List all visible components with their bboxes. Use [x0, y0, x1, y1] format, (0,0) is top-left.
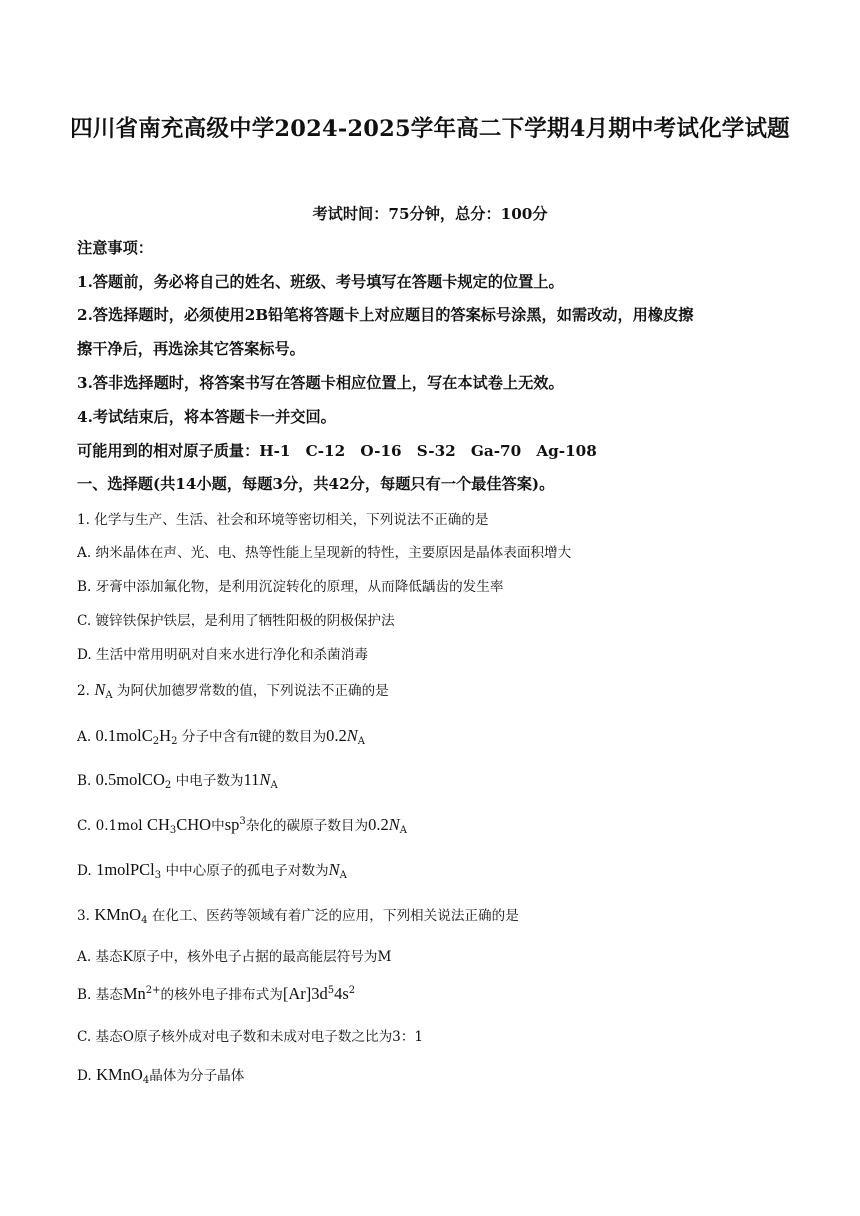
notice-item: 2.答选择题时，必须使用2B铅笔将答题卡上对应题目的答案标号涂黑，如需改动，用橡皮擦: [77, 306, 694, 324]
question-2-option-c: C. 0.1mol $CH_3CHO$中$sp^3$杂化的碳原子数目为$0.2N_A$: [77, 815, 407, 836]
question-3-option-a: A. 基态K原子中，核外电子占据的最高能层符号为M: [77, 949, 392, 965]
atomic-masses: 可能用到的相对原子质量：H-1 C-12 O-16 S-32 Ga-70 Ag-108: [77, 442, 597, 460]
question-3-option-b: B. 基态$Mn^{2+}$的核外电子排布式为$[Ar]3d^54s^2$: [77, 984, 356, 1003]
notice-item: 1.答题前，务必将自己的姓名、班级、考号填写在答题卡规定的位置上。: [77, 273, 564, 291]
question-1-stem: 1. 化学与生产、生活、社会和环境等密切相关，下列说法不正确的是: [77, 512, 489, 528]
notice-heading: 注意事项：: [77, 239, 153, 257]
section-heading: 一、选择题(共14小题，每题3分，共42分，每题只有一个最佳答案)。: [77, 475, 555, 493]
notice-item: 3.答非选择题时，将答案书写在答题卡相应位置上，写在本试卷上无效。: [77, 374, 564, 392]
question-2-option-b: B. 0.5molCO$_2$ 中电子数为$11N_A$: [77, 770, 278, 791]
page-title: 四川省南充高级中学2024-2025学年高二下学期4月期中考试化学试题: [70, 116, 790, 142]
question-3-stem: 3. KMnO$_4$ 在化工、医药等领域有着广泛的应用，下列相关说法正确的是: [77, 905, 519, 926]
question-2-option-a: A. $0.1molC_2H_2$ 分子中含有π键的数目为$0.2N_A$: [77, 726, 365, 747]
question-1-option-d: D. 生活中常用明矾对自来水进行净化和杀菌消毒: [77, 647, 368, 663]
question-2-option-d: D. 1molPCl$_3$ 中中心原子的孤电子对数为$N_A$: [77, 860, 347, 881]
question-2-stem: 2. $N_A$ 为阿伏加德罗常数的值，下列说法不正确的是: [77, 680, 389, 701]
notice-item: 4.考试结束后，将本答题卡一并交回。: [77, 408, 336, 426]
notice-item-continued: 擦干净后，再选涂其它答案标号。: [77, 340, 305, 358]
exam-info: 考试时间：75分钟，总分：100分: [312, 205, 548, 223]
question-3-option-c: C. 基态O原子核外成对电子数和未成对电子数之比为3：1: [77, 1029, 424, 1045]
question-1-option-b: B. 牙膏中添加氟化物，是利用沉淀转化的原理，从而降低龋齿的发生率: [77, 579, 504, 595]
question-1-option-c: C. 镀锌铁保护铁层，是利用了牺牲阳极的阴极保护法: [77, 613, 395, 629]
question-3-option-d: D. KMnO$_4$晶体为分子晶体: [77, 1065, 245, 1086]
question-1-option-a: A. 纳米晶体在声、光、电、热等性能上呈现新的特性，主要原因是晶体表面积增大: [77, 545, 572, 561]
